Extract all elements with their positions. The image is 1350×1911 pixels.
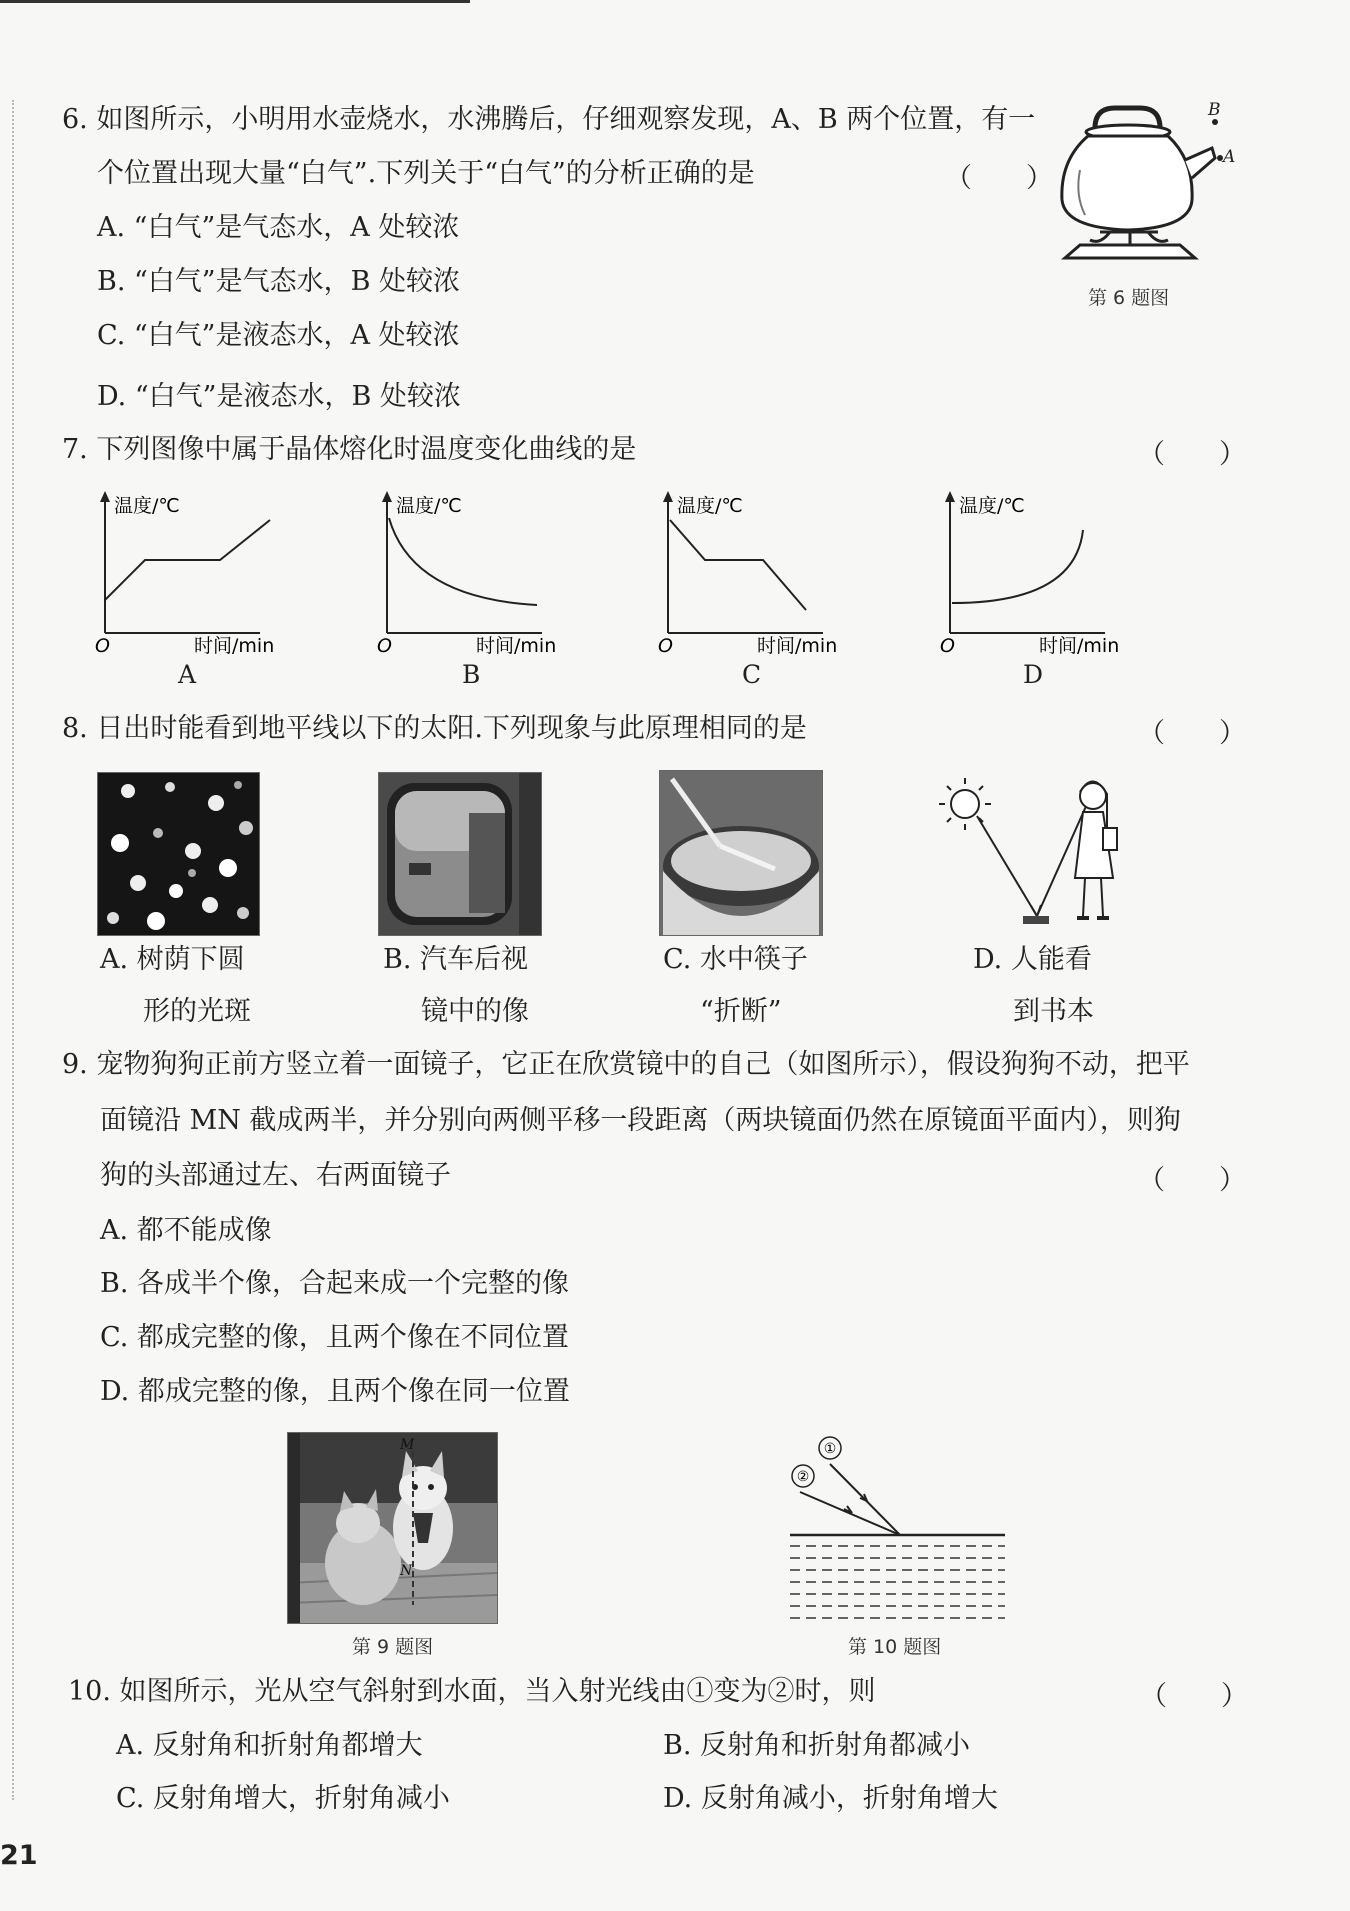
q6-option-d: D. “白气”是液态水，B 处较浓 (97, 381, 461, 412)
q7-answer-paren: （ ） (1138, 439, 1246, 470)
q10-option-c: C. 反射角增大，折射角减小 (116, 1783, 450, 1814)
q9-line3: 狗的头部通过左、右两面镜子 (100, 1160, 451, 1191)
q9-option-d: D. 都成完整的像，且两个像在同一位置 (100, 1376, 570, 1407)
q8-option-b-line2: 镜中的像 (421, 996, 529, 1027)
q10-ray2-label: ② (796, 1469, 810, 1485)
q9-line2: 面镜沿 MN 截成两半，并分别向两侧平移一段距离（两块镜面仍然在原镜面平面内），则狗 (100, 1105, 1181, 1136)
q8-option-a-line1: A. 树荫下圆 (100, 944, 245, 975)
q7-graph-c (653, 488, 853, 658)
q8-answer-paren: （ ） (1138, 718, 1246, 749)
q10-ray1-label: ① (823, 1441, 837, 1457)
q7-b-ylabel: 温度/℃ (396, 495, 462, 517)
q10-answer-paren: （ ） (1140, 1681, 1248, 1712)
q8-photo-car-mirror (378, 772, 542, 936)
q9-option-b: B. 各成半个像，合起来成一个完整的像 (100, 1268, 570, 1299)
q6-answer-paren: （ ） (945, 163, 1053, 194)
q7-a-xlabel: 时间/min (194, 635, 275, 657)
q9-line1: 9. 宠物狗狗正前方竖立着一面镜子，它正在欣赏镜中的自己（如图所示），假设狗狗不动，把平 (62, 1049, 1190, 1080)
top-rule (0, 0, 470, 3)
q7-b-xlabel: 时间/min (476, 635, 557, 657)
page-number: 21 (0, 1840, 38, 1871)
q10-option-b: B. 反射角和折射角都减小 (663, 1730, 971, 1761)
q7-graph-d (935, 488, 1135, 658)
q7-b-origin: O (377, 635, 392, 657)
q7-c-origin: O (658, 635, 673, 657)
q10-ray2 (800, 1492, 900, 1535)
q8-photo-chopstick (659, 770, 823, 936)
q7-a-ylabel: 温度/℃ (114, 495, 180, 517)
q7-d-origin: O (940, 635, 955, 657)
q9-option-a: A. 都不能成像 (100, 1215, 272, 1246)
q10-option-d: D. 反射角减小，折射角增大 (663, 1783, 998, 1814)
q7-c-ylabel: 温度/℃ (677, 495, 743, 517)
q9-label-n: N (400, 1563, 413, 1579)
q9-answer-paren: （ ） (1138, 1165, 1246, 1196)
q9-photo-dog-mirror (287, 1432, 498, 1624)
q10-text: 10. 如图所示，光从空气斜射到水面，当入射光线由①变为②时，则 (68, 1676, 876, 1707)
q7-graph-b (372, 488, 572, 658)
q8-option-d-line1: D. 人能看 (973, 944, 1092, 975)
q6-figure-caption: 第 6 题图 (1088, 287, 1170, 309)
q7-d-xlabel: 时间/min (1039, 635, 1120, 657)
q7-a-origin: O (95, 635, 110, 657)
q6-option-a: A. “白气”是气态水，A 处较浓 (97, 212, 460, 243)
q8-text: 8. 日出时能看到地平线以下的太阳.下列现象与此原理相同的是 (62, 713, 807, 744)
q6-point-b-label: B (1208, 100, 1221, 120)
q8-option-b-line1: B. 汽车后视 (383, 944, 529, 975)
q7-letter-d: D (1023, 660, 1044, 689)
binding-margin (12, 100, 14, 1800)
q7-curve-a (105, 520, 270, 600)
q8-option-d-line2: 到书本 (1013, 996, 1094, 1027)
q7-curve-c (670, 520, 806, 610)
q7-letter-c: C (742, 660, 762, 689)
q8-option-c-line1: C. 水中筷子 (663, 944, 808, 975)
q7-letter-a: A (178, 660, 197, 689)
q7-curve-d (952, 530, 1083, 603)
q9-option-c: C. 都成完整的像，且两个像在不同位置 (100, 1322, 569, 1353)
q10-light-diagram (780, 1432, 1020, 1627)
q6-option-b: B. “白气”是气态水，B 处较浓 (97, 266, 461, 297)
q7-text: 7. 下列图像中属于晶体熔化时温度变化曲线的是 (62, 434, 637, 465)
q7-d-ylabel: 温度/℃ (959, 495, 1025, 517)
q6-point-a-label: A (1223, 147, 1236, 167)
q10-figure-caption: 第 10 题图 (848, 1636, 942, 1658)
q7-c-xlabel: 时间/min (757, 635, 838, 657)
q8-option-c-line2: “折断” (700, 996, 782, 1027)
kettle-figure (1040, 100, 1240, 270)
q6-option-c: C. “白气”是液态水，A 处较浓 (97, 320, 460, 351)
q9-figure-caption: 第 9 题图 (352, 1636, 434, 1658)
q9-label-m: M (400, 1437, 415, 1453)
q8-drawing-reading-girl (937, 768, 1127, 938)
q6-line1: 6. 如图所示，小明用水壶烧水，水沸腾后，仔细观察发现，A、B 两个位置，有一 (62, 104, 1036, 135)
q10-option-a: A. 反射角和折射角都增大 (116, 1730, 423, 1761)
q8-option-a-line2: 形的光斑 (143, 996, 251, 1027)
q7-curve-b (389, 518, 537, 605)
q7-graph-a (90, 488, 290, 658)
q6-line2: 个位置出现大量“白气”.下列关于“白气”的分析正确的是 (97, 158, 755, 189)
q8-photo-light-spots (97, 772, 260, 936)
q7-letter-b: B (462, 660, 481, 689)
